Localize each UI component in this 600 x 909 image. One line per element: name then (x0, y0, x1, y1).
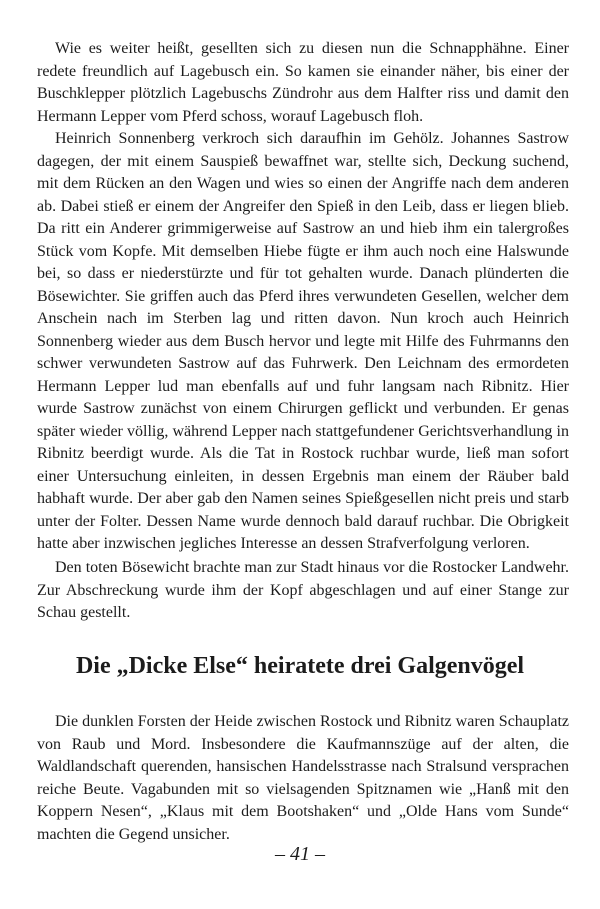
page-number: – 41 – (275, 843, 325, 865)
section-heading: Die „Dicke Else“ heiratete drei Galgenvögel (75, 653, 525, 679)
paragraph-2: Heinrich Sonnenberg verkroch sich daraufhin im Gehölz. Johannes Sastrow dagegen, der mit einem Sauspieß bewaffnet war, stellte sich, Deckung suchend, mit dem Rücken an den Wagen und wies so einen der Angriffe nach dem anderen ab. Dabei stieß er einem der Angreifer den Spieß in den Leib, dass er liegen blieb. Da ritt ein Anderer grimmigerweise auf Sastrow an und hieb ihm ein talergroßes Stück vom Kopfe. Mit demselben Hiebe fügte er ihm auch noch eine Halswunde bei, so dass er niederstürzte und für tot gehalten wurde. Danach plünderten die Bösewichter. Sie griffen auch das Pferd ihres verwundeten Gesellen, welcher dem Anschein nach im Sterben lag und ritten davon. Nun kroch auch Heinrich Sonnenberg wieder aus dem Busch hervor und legte mit Hilfe des Fuhrmanns den schwer verwundeten Sastrow auf das Fuhrwerk. Den Leichnam des ermordeten Hermann Lepper lud man ebenfalls auf und fuhr langsam nach Ribnitz. Hier wurde Sastrow zunächst von einem Chirurgen geflickt und verbunden. Er genas später wieder völlig, während Lepper nach stattgefundener Gerichtsverhandlung in Ribnitz beerdigt wurde. Als die Tat in Rostock ruchbar wurde, ließ man sofort einer Untersuchung einleiten, in dessen Ergebnis man einem der Räuber bald habhaft wurde. Der aber gab den Namen seines Spießgesellen nicht preis und starb unter der Folter. Dessen Name wurde dennoch bald darauf ruchbar. Die Obrigkeit hatte aber inzwischen jegliches Interesse an dessen Strafverfolgung verloren. (37, 130, 569, 552)
paragraph-1: Wie es weiter heißt, gesellten sich zu diesen nun die Schnapphähne. Einer redete freundlich auf Lagebusch ein. So kamen sie einander näher, bis einer der Buschklepper plötzlich Lagebuschs Zündrohr aus dem Halfter riss und damit den Hermann Lepper vom Pferd schoss, worauf Lagebusch floh. (37, 40, 569, 125)
paragraph-3: Den toten Bösewicht brachte man zur Stadt hinaus vor die Rostocker Landwehr. Zur Abschreckung wurde ihm der Kopf abgeschlagen und auf einer Stange zur Schau gestellt. (37, 559, 569, 621)
paragraph-4: Die dunklen Forsten der Heide zwischen Rostock und Ribnitz waren Schauplatz von Raub und Mord. Insbesondere die Kaufmannszüge auf der alten, die Waldlandschaft querenden, hansischen Handelsstrasse nach Stralsund versprachen reiche Beute. Vagabunden mit so vielsagenden Spitznamen wie „Hanß mit den Koppern Nesen“, „Klaus mit dem Bootshaken“ und „Olde Hans vom Sunde“ machten die Gegend unsicher. (37, 713, 569, 843)
